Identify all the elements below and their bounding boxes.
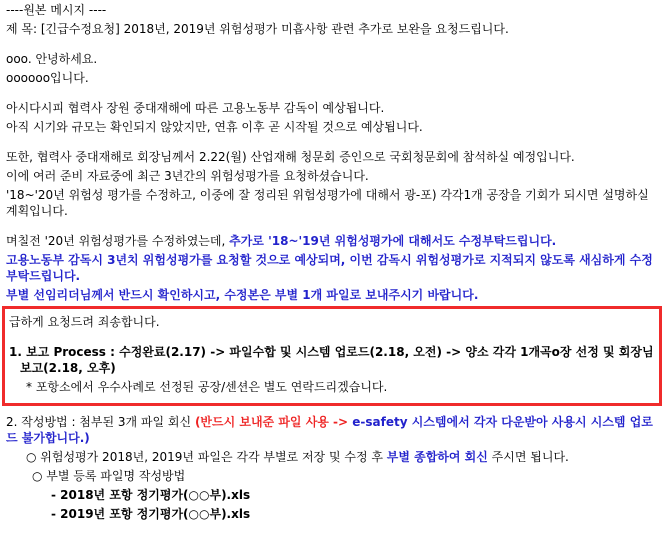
hearing-line-1: 또한, 협력사 중대재해로 회장님께서 2.22(월) 산업재해 청문회 증인으로 국회청문회에 참석하실 예정입니다. [6,150,575,164]
blank-line [6,40,670,51]
hearing-line-2: 이에 여러 준비 자료중에 최근 3년간의 위험성평가를 요청하셨습니다. [6,169,369,183]
urgent-notice-box [2,306,662,406]
revision-request-intro-black: 며칠전 '20년 위험성평가를 수정하였는데, [6,234,230,248]
report-process-line: 1. 보고 Process : 수정완료(2.17) -> 파일수합 및 시스템 업로드(2.18, 오전) -> 양소 각각 1개곡o장 선정 및 회장님 보고(2.18, 오후) [9,345,654,375]
method-warning-red: (반드시 보내준 파일 사용 -> [194,415,353,429]
revision-request-intro [6,233,662,249]
method-bullet-save-black2: 주시면 됩니다. [487,450,569,464]
blank-line [6,89,670,100]
blank-line [6,138,670,149]
report-process-note: * 포항소에서 우수사례로 선정된 공장/센션은 별도 연락드리겠습니다. [26,380,388,394]
message-header: ----원본 메시지 ---- [6,3,107,17]
filename-example-2019: - 2019년 포항 정기평가(○○부).xls [51,507,251,521]
hearing-line-3: '18~'20년 위험성 평가를 수정하고, 이중에 잘 정리된 위험성평가에 대해서 광-포) 각각1개 공장을 기회가 되시면 설명하실 계획입니다. [6,188,649,218]
method-heading [6,414,662,446]
revision-request-leader: 부별 선임리더님께서 반드시 확인하시고, 수정본은 부별 1개 파일로 보내주시기 바랍니다. [6,288,479,302]
revision-request-intro-blue: 추가로 '18~'19년 위험성평가에 대해서도 수정부탁드립니다. [229,234,557,248]
filename-example-2018: - 2018년 포항 정기평가(○○부).xls [51,488,251,502]
method-bullet-save [6,449,662,465]
method-heading-black: 2. 작성방법 : 첨부된 3개 파일 회신 [6,415,195,429]
blank-line [6,222,670,233]
method-bullet-filename: ○ 부별 등록 파일명 작성방법 [32,469,186,483]
method-bullet-save-blue: 부별 종합하여 회신 [386,450,488,464]
inspection-line-2: 아직 시기와 규모는 확인되지 않았지만, 연휴 이후 곧 시작될 것으로 예상됩니다. [6,120,423,134]
method-warning-blue: e-safety 시스템에서 각자 다운받아 사용시 시스템 업로드 불가합니다.) [6,415,653,445]
method-bullet-save-black1: ○ 위험성평가 2018년, 2019년 파일은 각각 부별로 저장 및 수정 후 [26,450,387,464]
urgent-apology-line: 급하게 요청드려 죄송합니다. [9,315,160,329]
revision-request-detail: 고용노동부 감독시 3년치 위험성평가를 요청할 것으로 예상되며, 이번 감독시 위험성평가로 지적되지 않도록 새심하게 수정 부탁드립니다. [6,253,653,283]
inspection-line-1: 아시다시피 협력사 장원 중대재해에 따른 고용노동부 감독이 예상됩니다. [6,101,385,115]
message-subject: 제 목: [긴급수정요청] 2018년, 2019년 위험성평가 미흡사항 관련 추가로 보완을 요청드립니다. [6,22,509,36]
greeting-line-1: ooo. 안녕하세요. [6,52,98,66]
blank-line [9,333,655,344]
greeting-line-2: oooooo입니다. [6,71,89,85]
